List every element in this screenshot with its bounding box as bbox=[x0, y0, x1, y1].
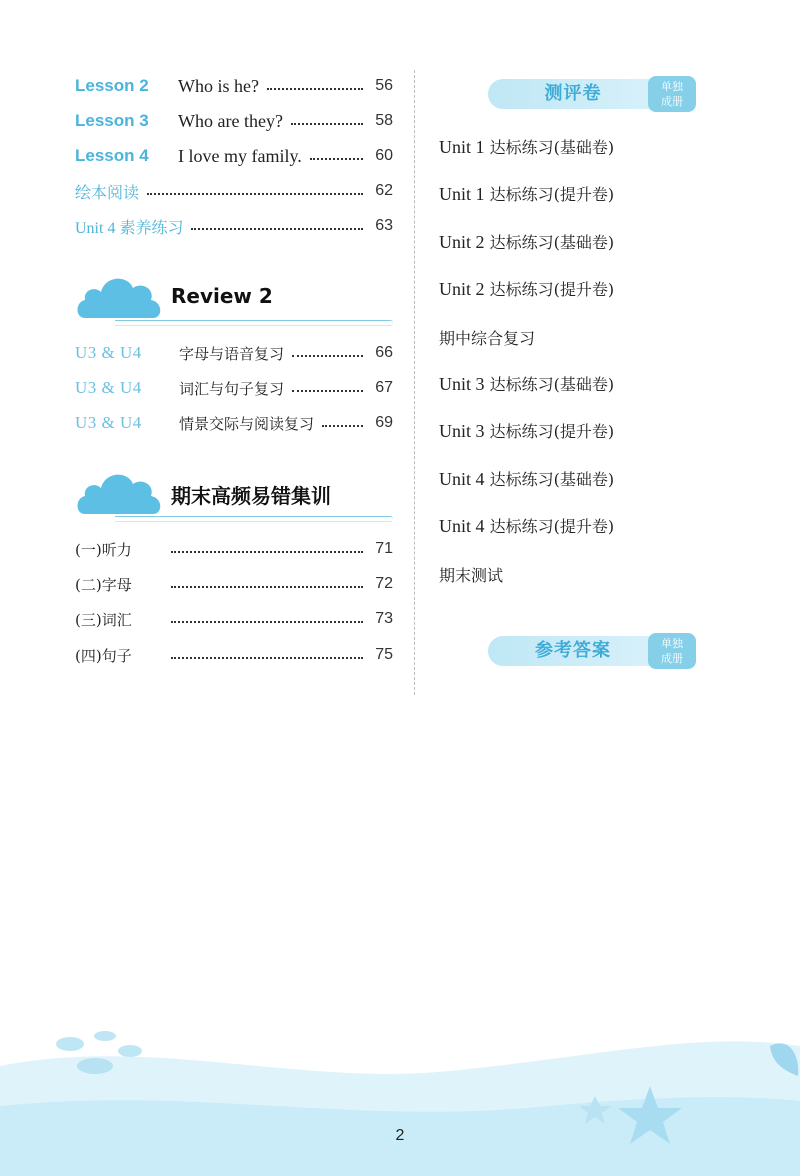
section-underline bbox=[115, 516, 393, 522]
test-item-midterm[interactable] bbox=[439, 326, 535, 349]
toc-entry-drill-2[interactable] bbox=[75, 569, 393, 599]
page-ref: 69 bbox=[375, 414, 393, 431]
section-title: 期末高频易错集训 bbox=[171, 484, 331, 508]
page-ref: 62 bbox=[375, 182, 393, 199]
section-underline bbox=[115, 320, 393, 326]
page-ref: 73 bbox=[375, 610, 393, 627]
separate-volume-tag bbox=[648, 633, 696, 669]
toc-entry-unit4-practice[interactable] bbox=[75, 211, 393, 241]
entry-title: (二)字母 bbox=[75, 575, 132, 594]
unit-label: Unit 1 bbox=[439, 184, 485, 204]
tag-line: 单独 bbox=[661, 80, 683, 93]
page-ref: 63 bbox=[375, 217, 393, 234]
unit-label: Unit 2 bbox=[439, 232, 485, 252]
test-item[interactable] bbox=[439, 419, 614, 442]
section-title: Review 2 bbox=[171, 284, 273, 308]
leader-dots bbox=[171, 576, 363, 588]
lesson-tag: Lesson 3 bbox=[75, 111, 149, 130]
column-divider bbox=[414, 70, 415, 695]
entry-title: 情景交际与阅读复习 bbox=[179, 414, 315, 433]
leader-dots bbox=[147, 183, 363, 195]
entry-title: (三)词汇 bbox=[75, 610, 132, 629]
tag-line: 单独 bbox=[661, 637, 683, 650]
cloud-icon bbox=[75, 464, 165, 516]
unit-range-tag: U3 & U4 bbox=[75, 343, 142, 362]
leader-dots bbox=[322, 415, 363, 427]
toc-entry-review-3[interactable] bbox=[75, 408, 393, 438]
toc-entry-lesson-4[interactable] bbox=[75, 141, 393, 171]
lesson-title: Who are they? bbox=[178, 110, 283, 131]
leader-dots bbox=[171, 611, 363, 623]
lesson-tag: Lesson 2 bbox=[75, 76, 149, 95]
page-ref: 56 bbox=[375, 77, 393, 94]
test-title: 期中综合复习 bbox=[439, 329, 536, 348]
leader-dots bbox=[191, 218, 363, 230]
test-item[interactable] bbox=[439, 277, 614, 300]
leader-dots bbox=[267, 78, 363, 90]
test-item-final[interactable] bbox=[439, 563, 503, 586]
page-ref: 60 bbox=[375, 147, 393, 164]
test-title: 达标练习(基础卷) bbox=[489, 233, 615, 252]
final-drill-section-heading bbox=[75, 464, 393, 524]
unit-label: Unit 1 bbox=[439, 137, 485, 157]
test-title: 达标练习(提升卷) bbox=[489, 422, 615, 441]
lesson-tag: Lesson 4 bbox=[75, 146, 149, 165]
unit-label: Unit 4 bbox=[439, 469, 485, 489]
test-title: 达标练习(提升卷) bbox=[489, 185, 615, 204]
test-item[interactable] bbox=[439, 467, 614, 490]
page-ref: 66 bbox=[375, 344, 393, 361]
unit-range-tag: U3 & U4 bbox=[75, 413, 142, 432]
footer-wave-decoration bbox=[0, 1026, 800, 1176]
toc-entry-lesson-2[interactable] bbox=[75, 71, 393, 101]
lesson-title: Who is he? bbox=[178, 75, 259, 96]
bubble-icon bbox=[77, 1058, 113, 1074]
page-ref: 72 bbox=[375, 575, 393, 592]
bubble-icon bbox=[56, 1037, 84, 1051]
entry-title: (一)听力 bbox=[75, 540, 132, 559]
bubble-icon bbox=[94, 1031, 116, 1041]
leader-dots bbox=[291, 113, 363, 125]
toc-entry-drill-3[interactable] bbox=[75, 604, 393, 634]
page-ref: 71 bbox=[375, 540, 393, 557]
test-item[interactable] bbox=[439, 372, 614, 395]
entry-title: Unit 4 素养练习 bbox=[75, 219, 184, 237]
cloud-icon bbox=[75, 268, 165, 320]
page-ref: 58 bbox=[375, 112, 393, 129]
unit-range-tag: U3 & U4 bbox=[75, 378, 142, 397]
toc-entry-drill-4[interactable] bbox=[75, 640, 393, 670]
leader-dots bbox=[171, 541, 363, 553]
assessment-badge bbox=[488, 76, 698, 112]
toc-entry-lesson-3[interactable] bbox=[75, 106, 393, 136]
test-title: 达标练习(基础卷) bbox=[489, 138, 615, 157]
page-number: 2 bbox=[395, 1127, 405, 1144]
test-item[interactable] bbox=[439, 514, 614, 537]
test-item[interactable] bbox=[439, 182, 614, 205]
leader-dots bbox=[171, 647, 363, 659]
test-title: 达标练习(基础卷) bbox=[489, 375, 615, 394]
entry-title: (四)句子 bbox=[75, 646, 132, 665]
bubble-icon bbox=[118, 1045, 142, 1057]
toc-entry-picture-book[interactable] bbox=[75, 176, 393, 206]
test-title: 达标练习(提升卷) bbox=[489, 517, 615, 536]
unit-label: Unit 2 bbox=[439, 279, 485, 299]
tag-line: 成册 bbox=[661, 95, 683, 108]
leader-dots bbox=[292, 380, 363, 392]
review-section-heading bbox=[75, 268, 393, 328]
toc-entry-drill-1[interactable] bbox=[75, 534, 393, 564]
unit-label: Unit 3 bbox=[439, 374, 485, 394]
entry-title: 字母与语音复习 bbox=[179, 344, 285, 363]
answers-badge bbox=[488, 633, 698, 669]
separate-volume-tag bbox=[648, 76, 696, 112]
test-item[interactable] bbox=[439, 230, 614, 253]
badge-label: 测评卷 bbox=[544, 83, 602, 104]
test-title: 达标练习(提升卷) bbox=[489, 280, 615, 299]
toc-entry-review-1[interactable] bbox=[75, 338, 393, 368]
toc-entry-review-2[interactable] bbox=[75, 373, 393, 403]
leader-dots bbox=[310, 148, 363, 160]
tag-line: 成册 bbox=[661, 652, 683, 665]
page-ref: 67 bbox=[375, 379, 393, 396]
badge-label: 参考答案 bbox=[535, 640, 611, 661]
test-title: 期末测试 bbox=[439, 566, 504, 585]
test-item[interactable] bbox=[439, 135, 614, 158]
entry-title: 词汇与句子复习 bbox=[179, 379, 285, 398]
unit-label: Unit 3 bbox=[439, 421, 485, 441]
entry-title: 绘本阅读 bbox=[75, 184, 140, 202]
test-title: 达标练习(基础卷) bbox=[489, 470, 615, 489]
page-ref: 75 bbox=[375, 646, 393, 663]
lesson-title: I love my family. bbox=[178, 145, 302, 166]
unit-label: Unit 4 bbox=[439, 516, 485, 536]
leader-dots bbox=[292, 345, 363, 357]
